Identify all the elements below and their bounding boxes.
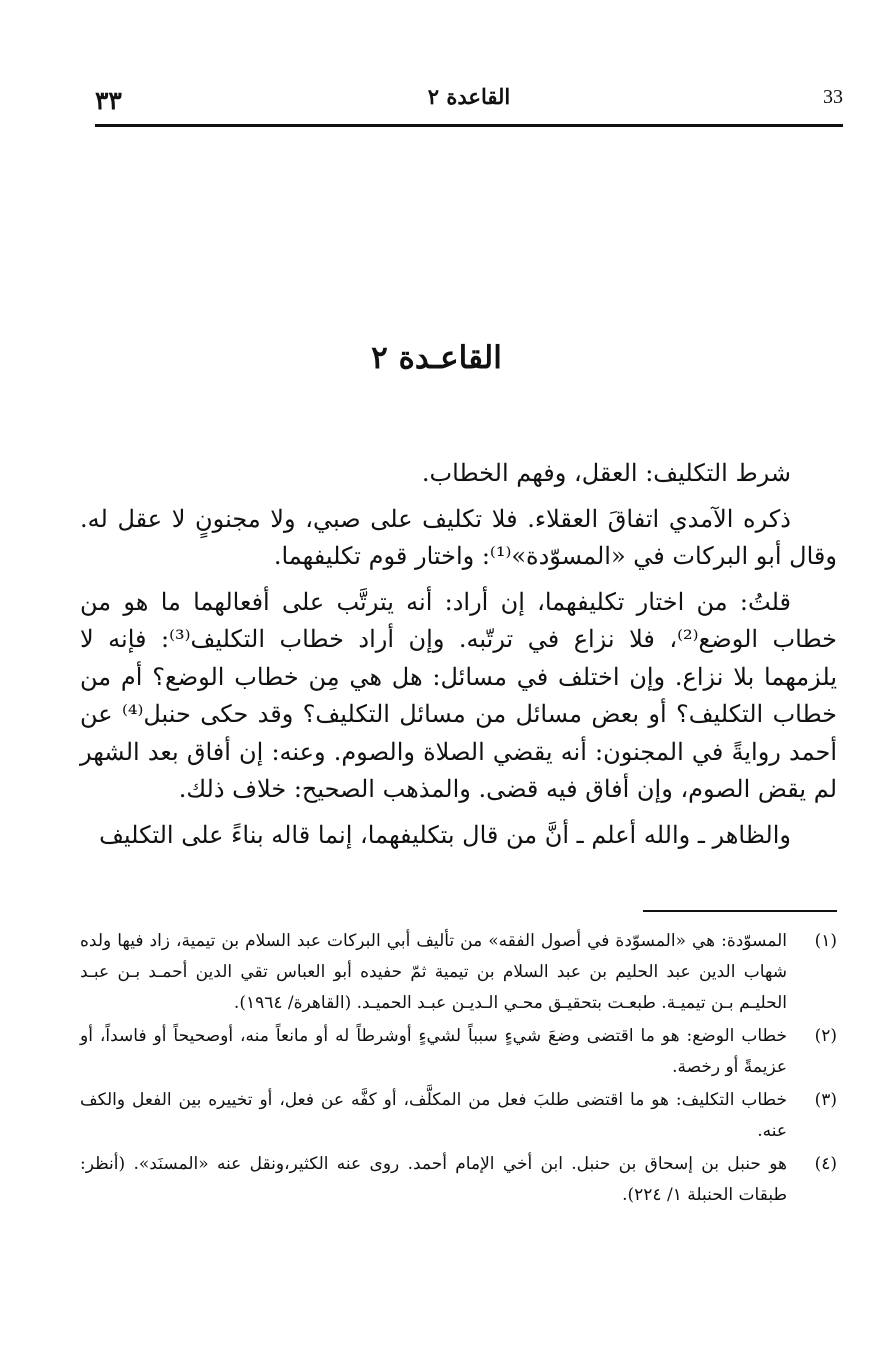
footnote — [80, 1021, 837, 1083]
running-title: القاعدة ٢ — [427, 84, 511, 109]
body-text — [80, 455, 837, 854]
paragraph: والظاهر ـ والله أعلم ـ أنَّ من قال بتكليفهما، إنما قاله بناءً على التكليف — [99, 820, 791, 849]
footnote-text: خطاب الوضع: هو ما اقتضى وضعَ شيءٍ سبباً لشيءٍ أوشرطاً له أو مانعاً منه، أوصحيحاً أو فاسداً، أو عزيمةً أو رخصة. — [80, 1026, 787, 1077]
page-header — [95, 78, 843, 128]
footnote-number: (٤) — [814, 1154, 837, 1174]
page-number-latin: 33 — [823, 86, 843, 108]
paragraph: ذكره الآمدي اتفاقَ العقلاء. فلا تكليف على صبي، ولا مجنونٍ لا عقل له. وقال أبو البركات في «المسوّدة»⁽¹⁾: واختار قوم تكليفهما. — [80, 504, 837, 570]
footnote-number: (٣) — [814, 1090, 837, 1110]
footnote-number: (٢) — [814, 1026, 837, 1046]
header-rule — [95, 124, 843, 127]
footnote — [80, 1085, 837, 1147]
footnotes — [80, 926, 837, 1213]
footnote-text: المسوّدة: هي «المسوّدة في أصول الفقه» من تأليف أبي البركات عبد السلام بن تيمية، زاد فيها ولده شهاب الدين عبد الحليم بن عبد السلام بن تيمية ثمّ حفيده أبو العباس تقي الدين أحمـد بـن عبـد الحليـم بـن تيميـة. طبعـت بتحقيـق محـي الـديـن عبـد الحميـد. (القاهرة/ ١٩٦٤). — [80, 931, 787, 1013]
paragraph: قلتُ: من اختار تكليفهما، إن أراد: أنه يترتَّب على أفعالهما ما هو من خطاب الوضع⁽²⁾، فلا نزاع في ترتّبه. وإن أراد خطاب التكليف⁽³⁾: فإنه لا يلزمهما بلا نزاع. وإن اختلف في مسائل: هل هي مِن خطاب الوضع؟ أم من خطاب التكليف؟ أو بعض مسائل من مسائل التكليف؟ وقد حكى حنبل⁽⁴⁾ عن أحمد روايةً في المجنون: أنه يقضي الصلاة والصوم. وعنه: إن أفاق بعد الشهر لم يقض الصوم، وإن أفاق فيه قضى. والمذهب الصحيح: خلاف ذلك. — [80, 587, 837, 803]
footnote-separator — [643, 910, 837, 912]
footnote-text: هو حنبل بن إسحاق بن حنبل. ابن أخي الإمام أحمد. روى عنه الكثير،ونقل عنه «المسنَد». (أنظر: طبقات الحنبلة ١/ ٢٢٤). — [80, 1154, 787, 1205]
page-number-arabic: ٣٣ — [95, 86, 122, 115]
footnote — [80, 1149, 837, 1211]
footnote-number: (١) — [814, 931, 837, 951]
chapter-title: القاعـدة ٢ — [371, 340, 502, 376]
paragraph: شرط التكليف: العقل، وفهم الخطاب. — [421, 459, 791, 487]
footnote-text: خطاب التكليف: هو ما اقتضى طلبَ فعل من المكلَّف، أو كفَّه عن فعل، أو تخييره بين الفعل والكف عنه. — [80, 1090, 787, 1141]
footnote — [80, 926, 837, 1019]
